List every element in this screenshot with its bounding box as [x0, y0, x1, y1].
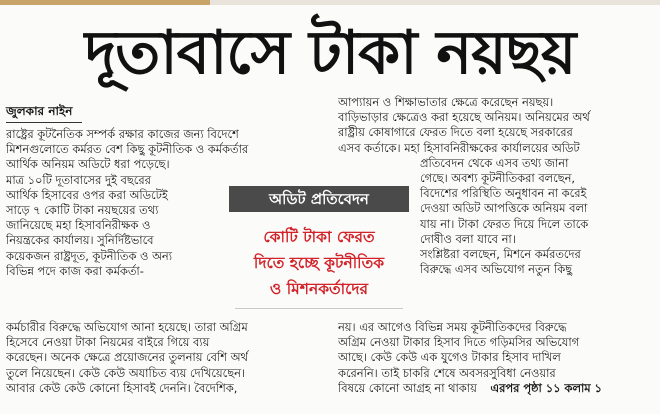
- byline: জুলকার নাইন: [6, 104, 73, 118]
- text-line: যায় না। টাকা ফেরত দিয়ে দিলে তাকে: [420, 216, 589, 231]
- text-line: সাড়ে ৭ কোটি টাকা নয়ছয়ের তথ্য: [6, 203, 159, 218]
- text-line: প্রতিবেদন থেকে এসব তথ্য জানা: [420, 155, 569, 170]
- text-line: দেওয়া অডিট আপত্তিকে অনিয়ম বলা: [420, 201, 588, 216]
- text-line: অগ্রিম নেওয়া টাকার হিসাব দিতে গড়িমসির অভিযোগ: [338, 335, 580, 350]
- text-line: হিসেবে নেওয়া টাকা নিয়মের বাইরে গিয়ে ব্যয়: [6, 335, 210, 350]
- text-line: এসব কর্তাকে। মহা হিসাবনিরীক্ষকের কার্যালয়ের অডিট: [338, 140, 580, 155]
- pull-quote-line: কোটি টাকা ফেরত: [263, 228, 375, 246]
- text-line: বাড়িভাড়ার ক্ষেত্রেও করা হয়েছে অনিয়ম। অনিয়মের অর্থ: [338, 110, 590, 125]
- pull-quote-text: [229, 224, 409, 302]
- text-line: নয়। এর আগেও বিভিন্ন সময় কূটনীতিকদের বিরুদ্ধে: [338, 320, 567, 334]
- top-strip-accent: [0, 0, 210, 5]
- text-line-end: বিষয়ে কোনো আগ্রহ না থাকায়: [338, 380, 477, 395]
- pull-quote-box: [229, 180, 409, 318]
- headline: দূতাবাসে টাকা নয়ছয়: [84, 18, 576, 88]
- bottom-left-column: [6, 320, 319, 396]
- text-line: করেননি। তাই চাকরি শেষে অবসরসুবিধা নেওয়ার: [338, 365, 556, 380]
- pull-quote-rule: [235, 308, 403, 309]
- text-line: দোষীও বলা যাবে না।: [420, 231, 516, 246]
- text-line: কর্মচারীর বিরুদ্ধে অভিযোগ আনা হয়েছে। তারা অগ্রিম: [6, 320, 248, 334]
- continuation-note: এরপর পৃষ্ঠা ১১ কলাম ১: [490, 380, 602, 395]
- text-line: [338, 381, 654, 396]
- text-line: বিদেশের পরিস্থিতি অনুধাবন না করেই: [420, 186, 587, 201]
- text-line: বিরুদ্ধে এসব অভিযোগ নতুন কিছু: [420, 262, 573, 277]
- text-line: নিয়ন্ত্রকের কার্যালয়। সুনির্দিষ্টভাবে: [6, 233, 154, 248]
- pull-quote-line: দিতে হচ্ছে কূটনীতিক: [253, 254, 385, 272]
- byline-rule: [6, 122, 82, 123]
- text-line: করেছেন। অনেক ক্ষেত্রে প্রয়োজনের তুলনায় বেশি অর্থ: [6, 350, 248, 365]
- text-line: বিভিন্ন পদে কাজ করা কর্মকর্তা-: [6, 263, 144, 278]
- text-line: গেছে। অবশ্য কূটনীতিকরা বলছেন,: [420, 171, 576, 186]
- text-line: আর্থিক অনিয়ম অডিটে ধরা পড়েছে।: [6, 157, 170, 172]
- pull-quote-line: ও মিশনকর্তাদের: [269, 280, 369, 298]
- right-bottom-column: [338, 320, 654, 396]
- text-line: আর্থিক হিসাবের ওপর করা অডিটেই: [6, 187, 168, 202]
- text-line: কয়েকজন রাষ্ট্রদূত, কূটনীতিক ও অন্য: [6, 248, 173, 263]
- text-line: জানিয়েছে মহা হিসাবনিরীক্ষক ও: [6, 218, 151, 233]
- text-line: রাষ্ট্রীয় কোষাগারে ফেরত দিতে বলা হয়েছে সরকারের: [338, 125, 573, 140]
- text-line: সংশ্লিষ্টরা বলছেন, মিশনে কর্মরতদের: [420, 247, 581, 262]
- text-line: তুলে নিয়েছেন। কেউ কেউ অযাচিত ব্যয় দেখিয়েছেন।: [6, 365, 245, 380]
- text-line: মাত্র ১০টি দূতাবাসের দুই বছরের: [6, 172, 151, 187]
- top-strip: [0, 0, 660, 5]
- text-line: আপ্যায়ন ও শিক্ষাভাতার ক্ষেত্রে করেছেন নয়ছয়।: [338, 95, 554, 109]
- text-line: আবার কেউ কেউ কোনো হিসাবই দেননি। বৈদেশিক,: [6, 380, 238, 395]
- text-line: মিশনগুলোতে কর্মরত বেশ কিছু কূটনীতিক ও কর্মকর্তার: [6, 142, 249, 157]
- kicker-label: অডিট প্রতিবেদন: [229, 186, 409, 212]
- text-line: রাষ্ট্রের কূটনৈতিক সম্পর্ক রক্ষার কাজের জন্য বিদেশে: [6, 127, 239, 141]
- text-line: আছে। কেউ কেউ এক যুগেও টাকার হিসাব দাখিল: [338, 350, 561, 365]
